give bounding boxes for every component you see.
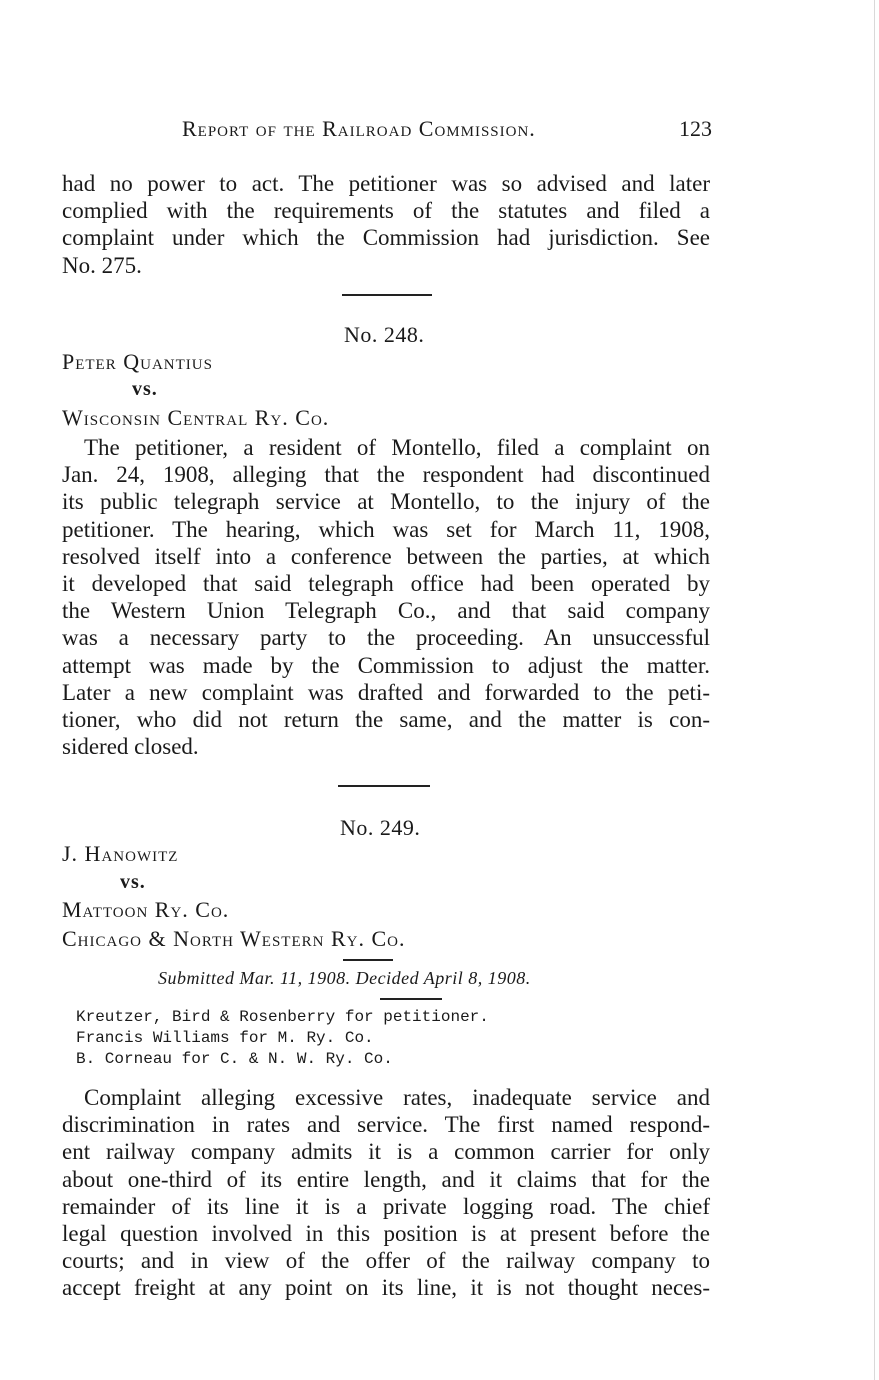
- text-line: the Western Union Telegraph Co., and that said company: [62, 598, 710, 624]
- running-head: [182, 116, 712, 142]
- text-line: courts; and in view of the offer of the railway company to: [62, 1248, 710, 1274]
- counsel-list: [76, 1007, 489, 1070]
- submitted-decided-line: Submitted Mar. 11, 1908. Decided April 8, 1908.: [158, 968, 531, 988]
- text-line: ent railway company admits it is a common carrier for only: [62, 1139, 710, 1165]
- text-line: about one-third of its entire length, and it claims that for the: [62, 1166, 710, 1192]
- text-line: accept freight at any point on its line, it is not thought neces-: [62, 1275, 710, 1301]
- intro-paragraph: [62, 170, 710, 279]
- text-line: legal question involved in this position is at present before the: [62, 1221, 710, 1247]
- section-divider: [342, 294, 432, 296]
- case-248-versus: vs.: [132, 378, 158, 400]
- counsel-line: B. Corneau for C. & N. W. Ry. Co.: [76, 1050, 393, 1068]
- text-line: resolved itself into a conference between the parties, at which: [62, 543, 710, 569]
- text-line: attempt was made by the Commission to adjust the matter.: [62, 652, 710, 678]
- case-248-respondent: Wisconsin Central Ry. Co.: [62, 405, 330, 430]
- text-line: was a necessary party to the proceeding. An unsuccessful: [62, 625, 710, 651]
- case-249-versus: vs.: [120, 871, 146, 893]
- counsel-line: Francis Williams for M. Ry. Co.: [76, 1029, 374, 1047]
- text-line: remainder of its line it is a private logging road. The chief: [62, 1193, 710, 1219]
- text-line: complied with the requirements of the statutes and filed a: [62, 198, 710, 224]
- text-line: tioner, who did not return the same, and the matter is con-: [62, 707, 710, 733]
- case-number-248: No. 248.: [344, 322, 425, 347]
- text-line: it developed that said telegraph office had been operated by: [62, 571, 710, 597]
- counsel-line: Kreutzer, Bird & Rosenberry for petitioner.: [76, 1008, 489, 1026]
- text-line: petitioner. The hearing, which was set for March 11, 1908,: [62, 516, 710, 542]
- text-line: No. 275.: [62, 252, 142, 278]
- text-line: complaint under which the Commission had jurisdiction. See: [62, 225, 710, 251]
- case-249-petitioner: J. Hanowitz: [62, 841, 179, 866]
- case-249-body: [62, 1084, 710, 1302]
- text-line: had no power to act. The petitioner was so advised and later: [62, 171, 710, 196]
- text-line: discrimination in rates and service. The first named respond-: [62, 1112, 710, 1138]
- section-divider: [338, 785, 430, 787]
- text-line: Complaint alleging excessive rates, inadequate service and: [84, 1085, 710, 1110]
- case-248-body: [62, 434, 710, 760]
- running-title: Report of the Railroad Commission.: [182, 116, 536, 141]
- case-249-respondent-2: Chicago & North Western Ry. Co.: [62, 926, 406, 951]
- case-number-249: No. 249.: [340, 815, 421, 840]
- text-line: its public telegraph service at Montello, to the injury of the: [62, 489, 710, 515]
- page-number: 123: [679, 116, 712, 141]
- short-divider: [380, 998, 442, 1000]
- text-line: The petitioner, a resident of Montello, filed a complaint on: [84, 435, 710, 460]
- case-249-respondent-1: Mattoon Ry. Co.: [62, 897, 230, 922]
- short-divider: [343, 959, 393, 961]
- text-line: Later a new complaint was drafted and forwarded to the peti-: [62, 679, 710, 705]
- page-edge: [874, 0, 875, 1380]
- case-248-petitioner: Peter Quantius: [62, 349, 213, 374]
- text-line: sidered closed.: [62, 734, 199, 760]
- text-line: Jan. 24, 1908, alleging that the respondent had discontinued: [62, 462, 710, 488]
